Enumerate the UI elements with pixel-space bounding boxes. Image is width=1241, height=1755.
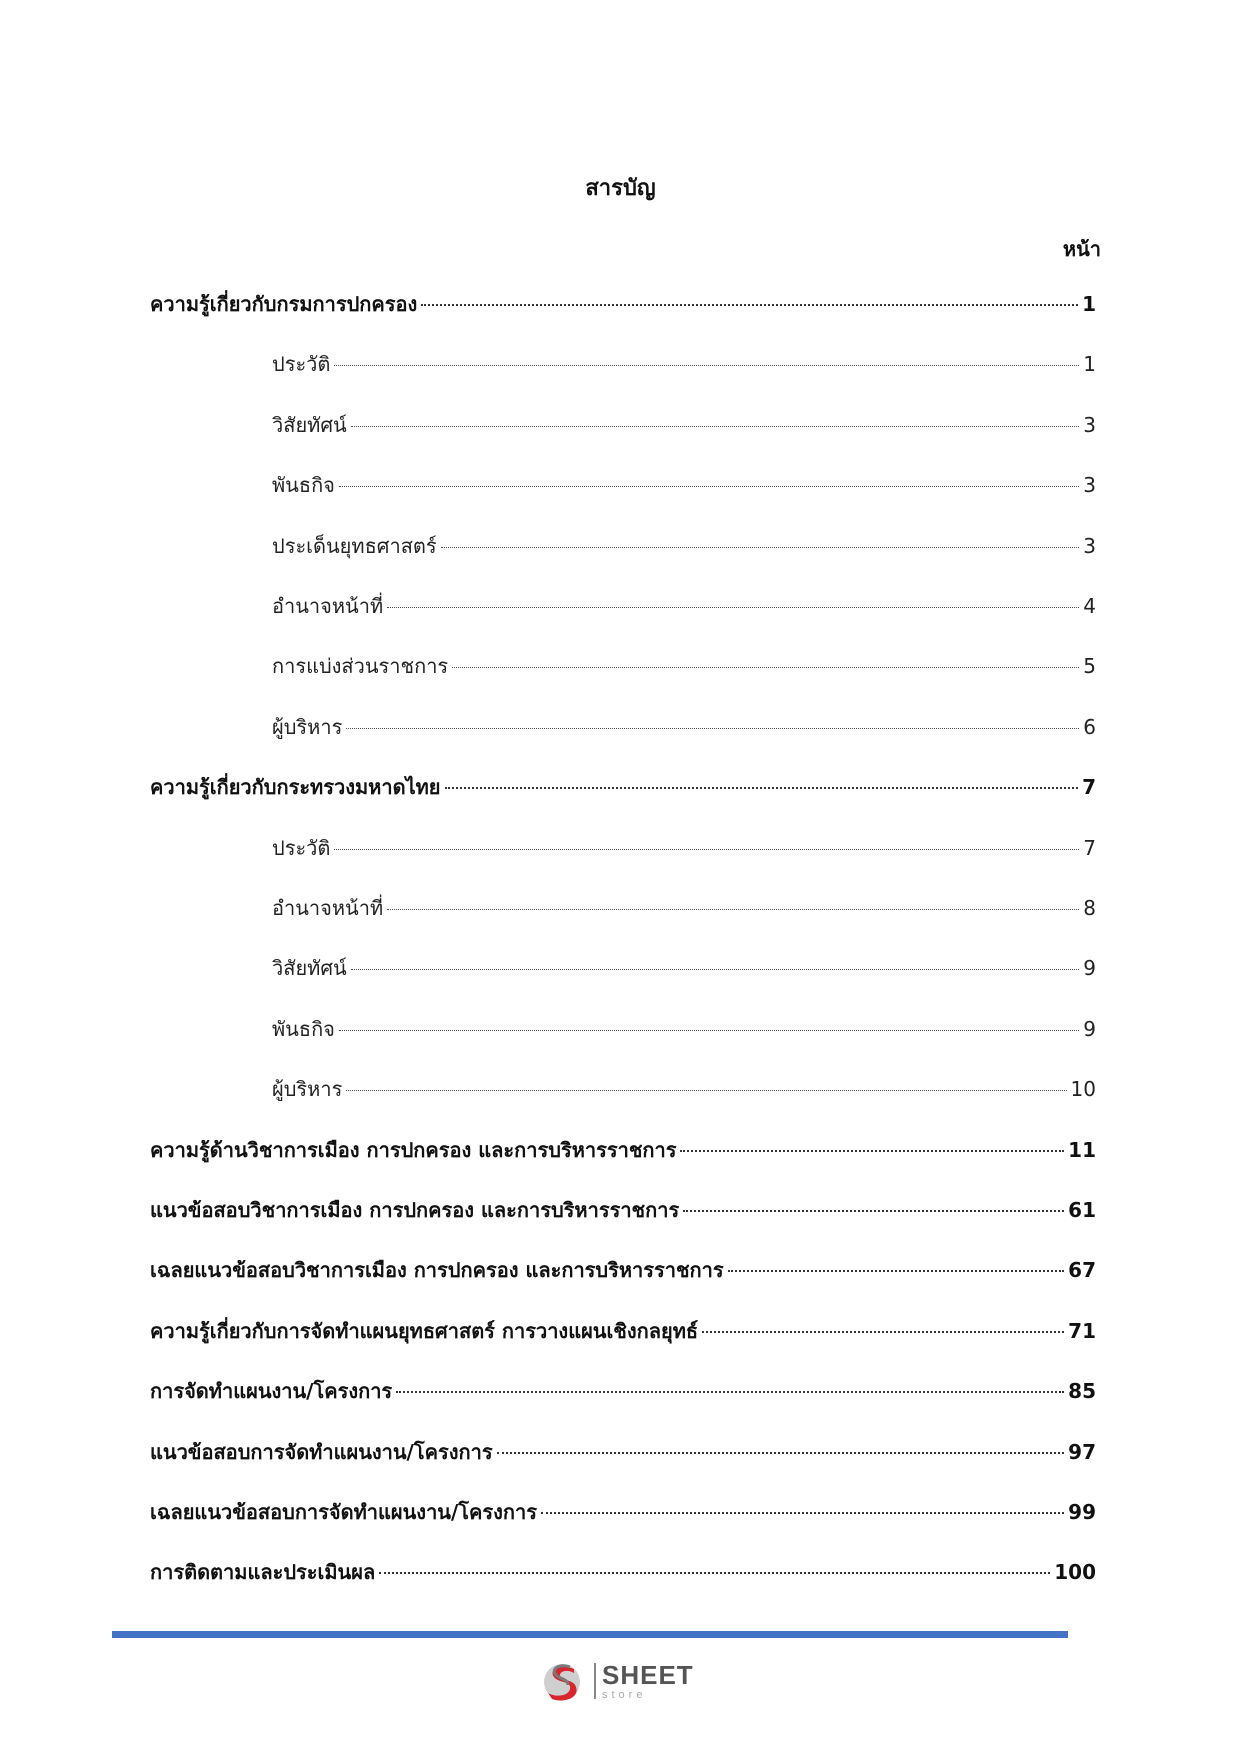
toc-entry-page-number: 3 — [1083, 533, 1096, 558]
toc-subsection-entry — [272, 712, 1096, 742]
toc-dot-leader — [683, 1210, 1064, 1212]
toc-entry-label: การจัดทำแผนงาน/โครงการ — [150, 1379, 393, 1404]
toc-entry-label: พันธกิจ — [272, 1016, 335, 1041]
toc-entry-page-number: 85 — [1068, 1379, 1096, 1404]
toc-section-entry — [150, 1437, 1096, 1467]
logo-name: SHEET — [602, 1659, 694, 1690]
toc-entry-page-number: 7 — [1082, 775, 1096, 800]
toc-dot-leader — [445, 787, 1079, 789]
toc-section-entry — [150, 1316, 1096, 1346]
toc-entry-page-number: 97 — [1068, 1439, 1096, 1464]
toc-dot-leader — [387, 909, 1079, 910]
toc-entry-label: ผู้บริหาร — [272, 714, 343, 739]
toc-entry-label: วิสัยทัศน์ — [272, 412, 347, 437]
toc-section-entry — [150, 1376, 1096, 1406]
toc-dot-leader — [497, 1452, 1065, 1454]
toc-entry-label: แนวข้อสอบการจัดทำแผนงาน/โครงการ — [150, 1439, 493, 1464]
toc-entry-label: ความรู้ด้านวิชาการเมือง การปกครอง และการบริหารราชการ — [150, 1137, 677, 1162]
toc-dot-leader — [346, 728, 1079, 729]
toc-dot-leader — [421, 304, 1078, 306]
toc-dot-leader — [680, 1150, 1064, 1152]
toc-entry-label: ประวัติ — [272, 835, 331, 860]
toc-entry-page-number: 3 — [1083, 473, 1096, 498]
toc-dot-leader — [339, 1030, 1079, 1031]
toc-subsection-entry — [272, 1074, 1096, 1104]
toc-dot-leader — [351, 426, 1080, 427]
toc-dot-leader — [441, 547, 1080, 548]
sheet-store-logo-icon — [540, 1657, 588, 1705]
toc-section-entry — [150, 772, 1096, 802]
toc-entry-page-number: 6 — [1083, 714, 1096, 739]
toc-entry-label: เฉลยแนวข้อสอบการจัดทำแผนงาน/โครงการ — [150, 1500, 537, 1524]
toc-entry-label: การติดตามและประเมินผล — [150, 1560, 376, 1585]
toc-entry-label: ความรู้เกี่ยวกับกรมการปกครอง — [150, 292, 418, 316]
toc-subsection-entry — [272, 1014, 1096, 1044]
toc-entry-label: ประวัติ — [272, 352, 331, 377]
toc-section-entry — [150, 289, 1096, 319]
toc-entry-label: ความรู้เกี่ยวกับกระทรวงมหาดไทย — [150, 775, 441, 800]
toc-subsection-entry — [272, 651, 1096, 681]
toc-dot-leader — [452, 667, 1079, 668]
footer-divider — [112, 1631, 1068, 1638]
toc-entry-label: แนวข้อสอบวิชาการเมือง การปกครอง และการบริหารราชการ — [150, 1198, 680, 1222]
toc-entry-label: วิสัยทัศน์ — [272, 956, 347, 981]
toc-entry-label: ความรู้เกี่ยวกับการจัดทำแผนยุทธศาสตร์ การวางแผนเชิงกลยุทธ์ — [150, 1318, 699, 1343]
toc-subsection-entry — [272, 349, 1096, 379]
toc-entry-label: เฉลยแนวข้อสอบวิชาการเมือง การปกครอง และการบริหารราชการ — [150, 1258, 724, 1283]
toc-entry-page-number: 1 — [1083, 352, 1096, 377]
toc-section-entry — [150, 1255, 1096, 1285]
toc-subsection-entry — [272, 591, 1096, 621]
toc-dot-leader — [339, 486, 1079, 487]
toc-entry-label: อำนาจหน้าที่ — [272, 896, 384, 920]
toc-subsection-entry — [272, 833, 1096, 863]
toc-dot-leader — [387, 607, 1079, 608]
toc-dot-leader — [351, 969, 1080, 970]
toc-dot-leader — [334, 365, 1079, 366]
toc-subsection-entry — [272, 470, 1096, 500]
toc-entry-page-number: 67 — [1068, 1258, 1096, 1283]
toc-entry-label: อำนาจหน้าที่ — [272, 594, 384, 618]
toc-entry-page-number: 11 — [1068, 1137, 1096, 1162]
toc-entry-page-number: 99 — [1068, 1500, 1096, 1524]
toc-dot-leader — [379, 1572, 1050, 1574]
page-column-header: หน้า — [1062, 237, 1101, 261]
toc-dot-leader — [728, 1270, 1065, 1272]
toc-entry-page-number: 3 — [1083, 412, 1096, 437]
toc-entry-page-number: 10 — [1070, 1077, 1096, 1102]
toc-entry-page-number: 71 — [1068, 1318, 1096, 1343]
toc-dot-leader — [541, 1512, 1064, 1514]
toc-entry-page-number: 61 — [1068, 1198, 1096, 1222]
toc-entry-page-number: 5 — [1083, 654, 1096, 679]
toc-entry-label: พันธกิจ — [272, 473, 335, 498]
toc-dot-leader — [346, 1090, 1066, 1091]
toc-section-entry — [150, 1135, 1096, 1165]
toc-section-entry — [150, 1497, 1096, 1527]
toc-dot-leader — [334, 849, 1079, 850]
toc-subsection-entry — [272, 531, 1096, 561]
toc-entry-label: ประเด็นยุทธศาสตร์ — [272, 533, 437, 558]
toc-dot-leader — [702, 1331, 1064, 1333]
toc-section-entry — [150, 1195, 1096, 1225]
sheet-store-logo — [540, 1655, 720, 1707]
toc-subsection-entry — [272, 893, 1096, 923]
toc-entry-page-number: 9 — [1083, 1016, 1096, 1041]
toc-entry-page-number: 9 — [1083, 956, 1096, 981]
toc-dot-leader — [396, 1391, 1064, 1393]
toc-subsection-entry — [272, 410, 1096, 440]
toc-entry-label: ผู้บริหาร — [272, 1077, 343, 1102]
toc-entry-label: การแบ่งส่วนราชการ — [272, 654, 449, 679]
logo-subtitle: store — [602, 1688, 647, 1701]
toc-section-entry — [150, 1557, 1096, 1587]
toc-entry-page-number: 7 — [1083, 835, 1096, 860]
page-title: สารบัญ — [585, 176, 656, 201]
toc-entry-page-number: 8 — [1083, 896, 1096, 920]
logo-divider — [594, 1663, 596, 1699]
toc-entry-page-number: 1 — [1082, 292, 1096, 316]
toc-entry-page-number: 4 — [1083, 594, 1096, 618]
toc-subsection-entry — [272, 953, 1096, 983]
toc-entry-page-number: 100 — [1054, 1560, 1096, 1585]
